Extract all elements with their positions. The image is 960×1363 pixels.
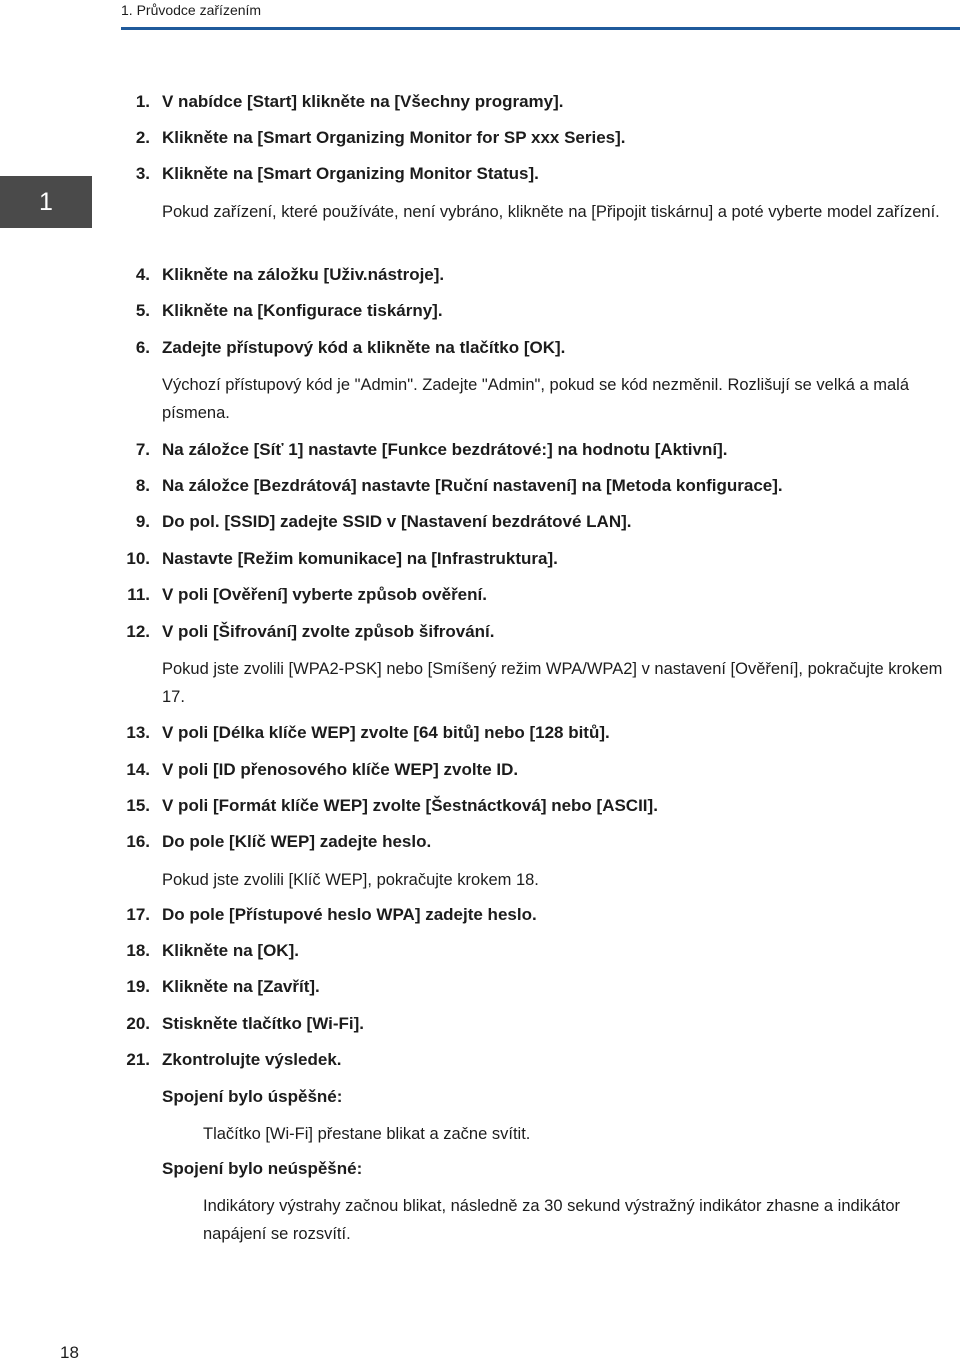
step-text: Klikněte na [Smart Organizing Monitor Status]. [162, 164, 539, 183]
failure-text: Indikátory výstrahy začnou blikat, následně za 30 sekund výstražný indikátor zhasne a indikátor napájení se rozsvítí. [203, 1197, 901, 1243]
step-text: Klikněte na [OK]. [162, 941, 299, 960]
step-number: 6. [135, 338, 150, 357]
step-15 [0, 793, 960, 819]
step-number: 18. [126, 941, 150, 960]
step-14 [0, 757, 960, 783]
step-number: 21. [126, 1050, 150, 1069]
running-header: 1. Průvodce zařízením [121, 2, 262, 18]
page-number: 18 [60, 1343, 79, 1362]
header-rule [121, 27, 960, 30]
step-number: 8. [135, 476, 150, 495]
step-text: Do pole [Klíč WEP] zadejte heslo. [162, 832, 432, 851]
step-number: 1. [135, 92, 150, 111]
step-21 [0, 1047, 960, 1073]
step-text: Zkontrolujte výsledek. [162, 1050, 342, 1069]
note-step-6: Výchozí přístupový kód je "Admin". Zadejte "Admin", pokud se kód nezměnil. Rozlišují se velká a malá písmena. [162, 376, 910, 422]
step-number: 3. [135, 164, 150, 183]
step-number: 19. [126, 977, 150, 996]
step-text: Do pol. [SSID] zadejte SSID v [Nastavení bezdrátové LAN]. [162, 512, 632, 531]
step-13 [0, 720, 960, 746]
step-number: 13. [126, 723, 150, 742]
step-number: 12. [126, 622, 150, 641]
step-7 [0, 437, 960, 463]
success-heading: Spojení bylo úspěšné: [162, 1087, 343, 1106]
step-number: 2. [135, 128, 150, 147]
step-17 [0, 902, 960, 928]
step-6 [0, 335, 960, 361]
step-text: Klikněte na [Smart Organizing Monitor for SP xxx Series]. [162, 128, 626, 147]
step-number: 7. [135, 440, 150, 459]
note-step-16: Pokud jste zvolili [Klíč WEP], pokračujte krokem 18. [162, 871, 539, 889]
chapter-tab: 1 [0, 176, 92, 228]
step-number: 9. [135, 512, 150, 531]
step-text: V poli [Ověření] vyberte způsob ověření. [162, 585, 487, 604]
step-18 [0, 938, 960, 964]
step-number: 20. [126, 1014, 150, 1033]
step-text: V poli [Délka klíče WEP] zvolte [64 bitů] nebo [128 bitů]. [162, 723, 610, 742]
step-number: 17. [126, 905, 150, 924]
success-text: Tlačítko [Wi-Fi] přestane blikat a začne svítit. [203, 1125, 531, 1143]
step-2 [0, 125, 960, 151]
step-3 [0, 161, 960, 187]
step-text: Stiskněte tlačítko [Wi-Fi]. [162, 1014, 364, 1033]
step-16 [0, 829, 960, 855]
step-1 [0, 89, 960, 115]
step-number: 4. [135, 265, 150, 284]
step-number: 11. [127, 585, 150, 604]
note-step-12: Pokud jste zvolili [WPA2-PSK] nebo [Smíšený režim WPA/WPA2] v nastavení [Ověření], pokračujte krokem 17. [162, 660, 943, 706]
step-10 [0, 546, 960, 572]
step-number: 16. [126, 832, 150, 851]
step-9 [0, 509, 960, 535]
step-text: V poli [Formát klíče WEP] zvolte [Šestnáctková] nebo [ASCII]. [162, 796, 658, 815]
step-4 [0, 262, 960, 288]
step-5 [0, 298, 960, 324]
step-number: 14. [126, 760, 150, 779]
step-text: Do pole [Přístupové heslo WPA] zadejte heslo. [162, 905, 537, 924]
step-text: V poli [ID přenosového klíče WEP] zvolte ID. [162, 760, 519, 779]
step-text: V poli [Šifrování] zvolte způsob šifrování. [162, 622, 495, 641]
step-11 [0, 582, 960, 608]
note-step-3: Pokud zařízení, které používáte, není vybráno, klikněte na [Připojit tiskárnu] a poté vyberte model zařízení. [162, 203, 940, 221]
step-text: V nabídce [Start] klikněte na [Všechny programy]. [162, 92, 564, 111]
failure-heading: Spojení bylo neúspěšné: [162, 1159, 363, 1178]
step-number: 10. [126, 549, 150, 568]
step-number: 5. [135, 301, 150, 320]
step-text: Na záložce [Bezdrátová] nastavte [Ruční nastavení] na [Metoda konfigurace]. [162, 476, 783, 495]
step-19 [0, 974, 960, 1000]
step-number: 15. [126, 796, 150, 815]
step-20 [0, 1011, 960, 1037]
step-8 [0, 473, 960, 499]
step-text: Nastavte [Režim komunikace] na [Infrastruktura]. [162, 549, 558, 568]
step-text: Klikněte na [Konfigurace tiskárny]. [162, 301, 443, 320]
step-text: Klikněte na [Zavřít]. [162, 977, 320, 996]
step-text: Klikněte na záložku [Uživ.nástroje]. [162, 265, 445, 284]
step-text: Zadejte přístupový kód a klikněte na tlačítko [OK]. [162, 338, 566, 357]
step-12 [0, 619, 960, 645]
step-text: Na záložce [Síť 1] nastavte [Funkce bezdrátové:] na hodnotu [Aktivní]. [162, 440, 728, 459]
